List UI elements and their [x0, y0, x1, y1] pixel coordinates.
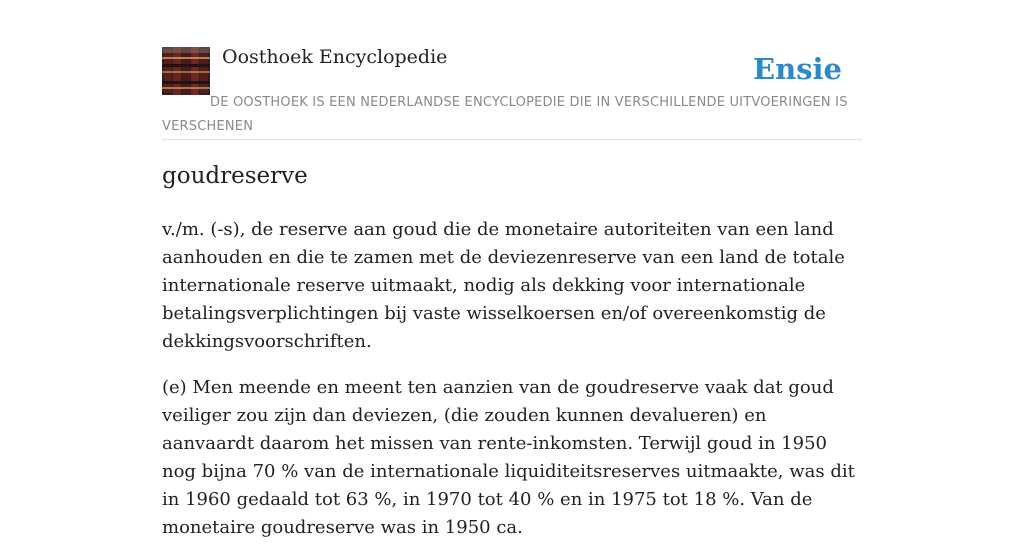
avatar[interactable]: [162, 47, 210, 95]
encyclopedia-books-icon: [162, 47, 210, 95]
page: [162, 0, 862, 538]
site-title[interactable]: Oosthoek Encyclopedie: [222, 46, 448, 68]
divider: [162, 139, 862, 140]
entry-body: [162, 216, 862, 560]
tagline: DE OOSTHOEK IS EEN NEDERLANDSE ENCYCLOPEDIE DIE IN VERSCHILLENDE UITVOERINGEN IS VERSCHENEN: [162, 95, 848, 134]
brand-logo[interactable]: Ensie: [753, 52, 842, 86]
entry-paragraph: v./m. (-s), de reserve aan goud die de monetaire autoriteiten van een land aanhouden en die te zamen met de deviezenreserve van een land de totale internationale reserve uitmaakt, nodig als dekking voor internationale betalingsverplichtingen bij vaste wisselkoersen en/of overeenkomstig de dekkingsvoorschriften.: [162, 219, 845, 352]
entry-paragraph: (e) Men meende en meent ten aanzien van de goudreserve vaak dat goud veiliger zou zijn dan deviezen, (die zouden kunnen devalueren) en aanvaardt daarom het missen van rente-inkomsten. Terwijl goud in 1950 nog bijna 70 % van de internationale liquiditeitsreserves uitmaakte, was dit in 1960 gedaald tot 63 %, in 1970 tot 40 % en in 1975 tot 18 %. Van de monetaire goudreserve was in 1950 ca.: [162, 377, 855, 538]
entry-title: goudreserve: [162, 163, 308, 189]
